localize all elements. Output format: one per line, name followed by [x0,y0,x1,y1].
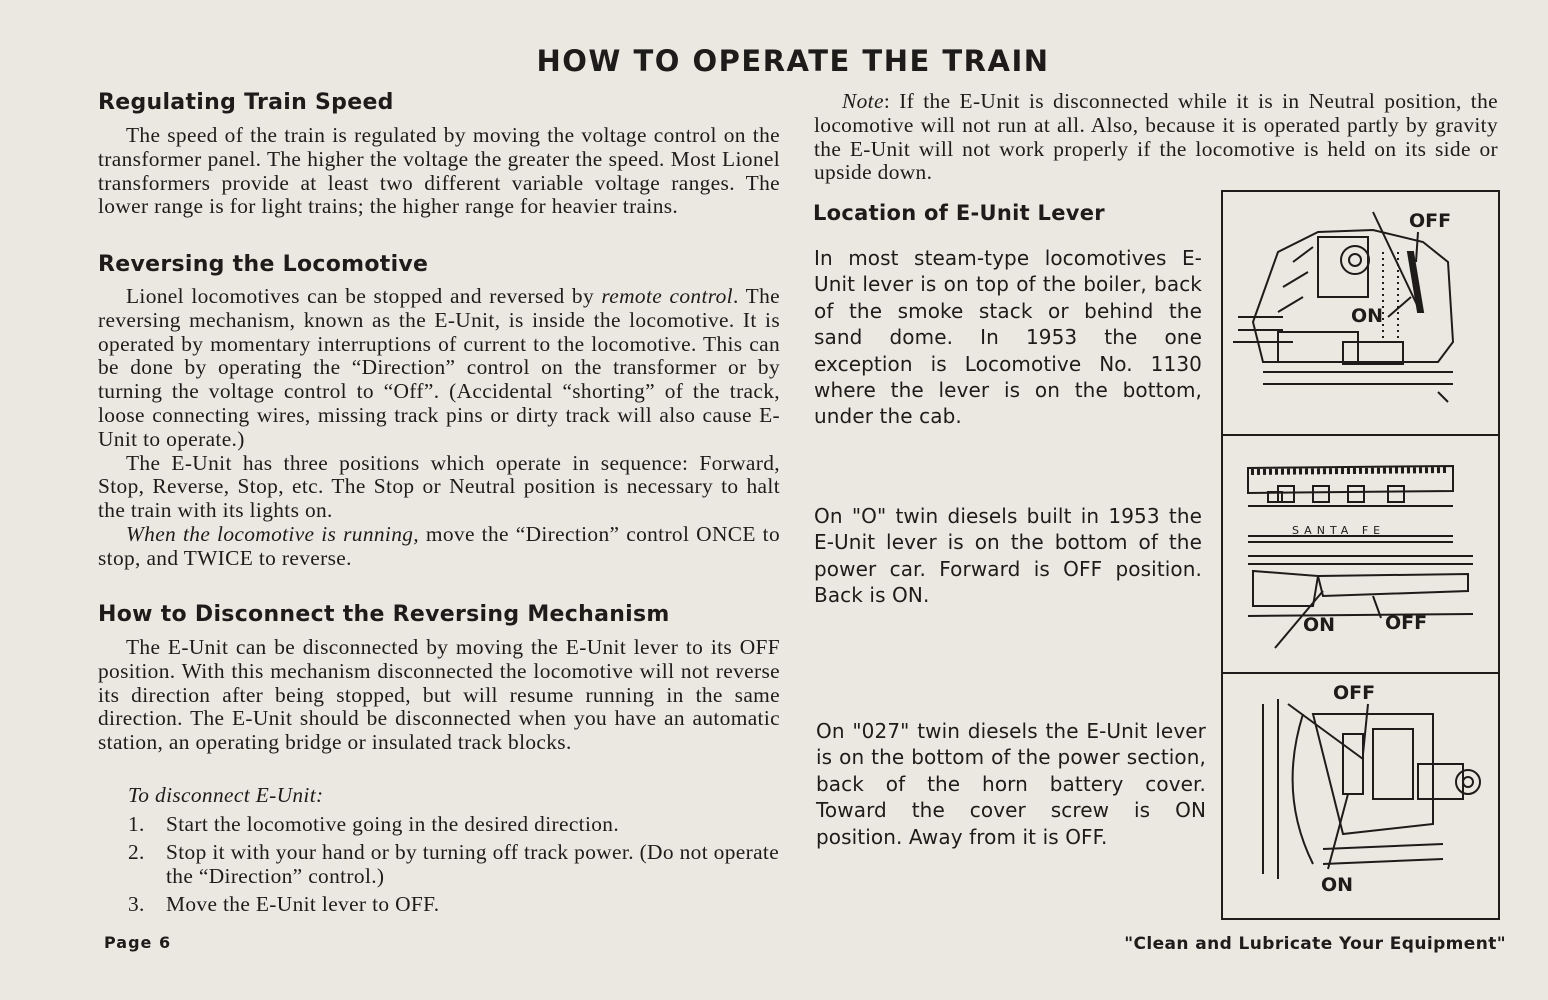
note-paragraph [814,90,1498,185]
running-italic: When the locomotive is running, [126,521,419,546]
steps-intro: To disconnect E-Unit: [128,783,324,807]
reversing-paragraphs [98,285,780,571]
o27-off-label: OFF [1333,682,1376,704]
page-title: HOW TO OPERATE THE TRAIN [536,44,1050,78]
page-number: Page 6 [104,933,172,952]
heading-reversing: Reversing the Locomotive [98,252,429,277]
step-text: Start the locomotive going in the desired direction. [166,812,620,836]
o-diesel-text: On "O" twin diesels built in 1953 the E-Unit lever is on the bottom of the power car. Forward is OFF position. Back is ON. [814,504,1202,608]
steam-off-label: OFF [1409,210,1452,232]
step-number: 2. [128,840,145,864]
reversing-p1-b: . The reversing mechanism, known as the E-Unit, is inside the locomotive. It is operated by momentary interruptions of current to the locomotive. This can be done by operating the “Direction” control on the transformer or by turning the voltage control to “Off”. (Accidental “shorting” of the track, loose connecting wires, missing track pins or dirty track will also cause E-Unit to operate.) [98,284,780,451]
heading-regulating-speed: Regulating Train Speed [98,90,394,115]
o27-on-label: ON [1321,874,1354,896]
speed-text: The speed of the train is regulated by moving the voltage control on the transformer panel. The higher the voltage the greater the speed. Most Lionel transformers provide at least two different variable voltage ranges. The lower range is for light trains; the higher range for heavier trains. [98,123,780,219]
reversing-p2: The E-Unit has three positions which operate in sequence: Forward, Stop, Reverse, Stop, etc. The Stop or Neutral position is necessary to halt the train with its lights on. [98,450,780,523]
o27-diesel-illustration [1223,674,1498,918]
step-text: Move the E-Unit lever to OFF. [166,892,440,916]
o-diesel-illustration [1223,436,1498,672]
heading-disconnect: How to Disconnect the Reversing Mechanism [98,602,670,627]
reversing-p1-a: Lionel locomotives can be stopped and reversed by [126,284,602,308]
steam-locomotive-illustration [1223,192,1498,434]
remote-control-italic: remote control [601,284,733,308]
speed-paragraph [98,124,780,219]
o27-diesel-text: On "027" twin diesels the E-Unit lever is on the bottom of the power section, back of the horn battery cover. Toward the cover screw is ON position. Away from it is OFF. [816,719,1206,849]
steam-text: In most steam-type locomotives E-Unit lever is on top of the boiler, back of the smoke stack or behind the sand dome. In 1953 the one exception is Locomotive No. 1130 where the lever is on the bottom, under the cab. [814,246,1202,429]
o-diesel-on-label: ON [1303,614,1336,636]
step-text: Stop it with your hand or by turning off track power. (Do not operate the “Direction” control.) [166,840,780,888]
reversing-p3 [98,523,780,571]
santa-fe-car-name: SANTA FE [1292,524,1386,537]
o-diesel-off-label: OFF [1385,612,1428,634]
heading-location: Location of E-Unit Lever [813,201,1105,225]
disconnect-steps [98,812,780,916]
reversing-p3-b: move the “Direction” control ONCE to stop, and TWICE to reverse. [98,521,780,570]
steam-on-label: ON [1351,305,1384,327]
step-item [98,892,780,916]
step-item [98,812,780,836]
note-body: : If the E-Unit is disconnected while it is in Neutral position, the locomotive will not run at all. Also, because it is operated partly by gravity the E-Unit will not work properly if the locomotive is held on its side or upside down. [814,89,1498,185]
step-item [98,840,780,888]
figure-box [1221,190,1500,920]
note-text [814,90,1498,185]
step-number: 3. [128,892,145,916]
step-number: 1. [128,812,145,836]
reversing-p1 [98,285,780,452]
note-label: Note [842,89,884,113]
disconnect-text: The E-Unit can be disconnected by moving the E-Unit lever to its OFF position. With this mechanism disconnected the locomotive will not reverse its direction after being stopped, but will resume running in the same direction. The E-Unit should be disconnected when you have an automatic station, an operating bridge or insulated track blocks. [98,635,780,755]
footer-tagline: "Clean and Lubricate Your Equipment" [1124,934,1506,954]
disconnect-paragraph [98,636,780,755]
